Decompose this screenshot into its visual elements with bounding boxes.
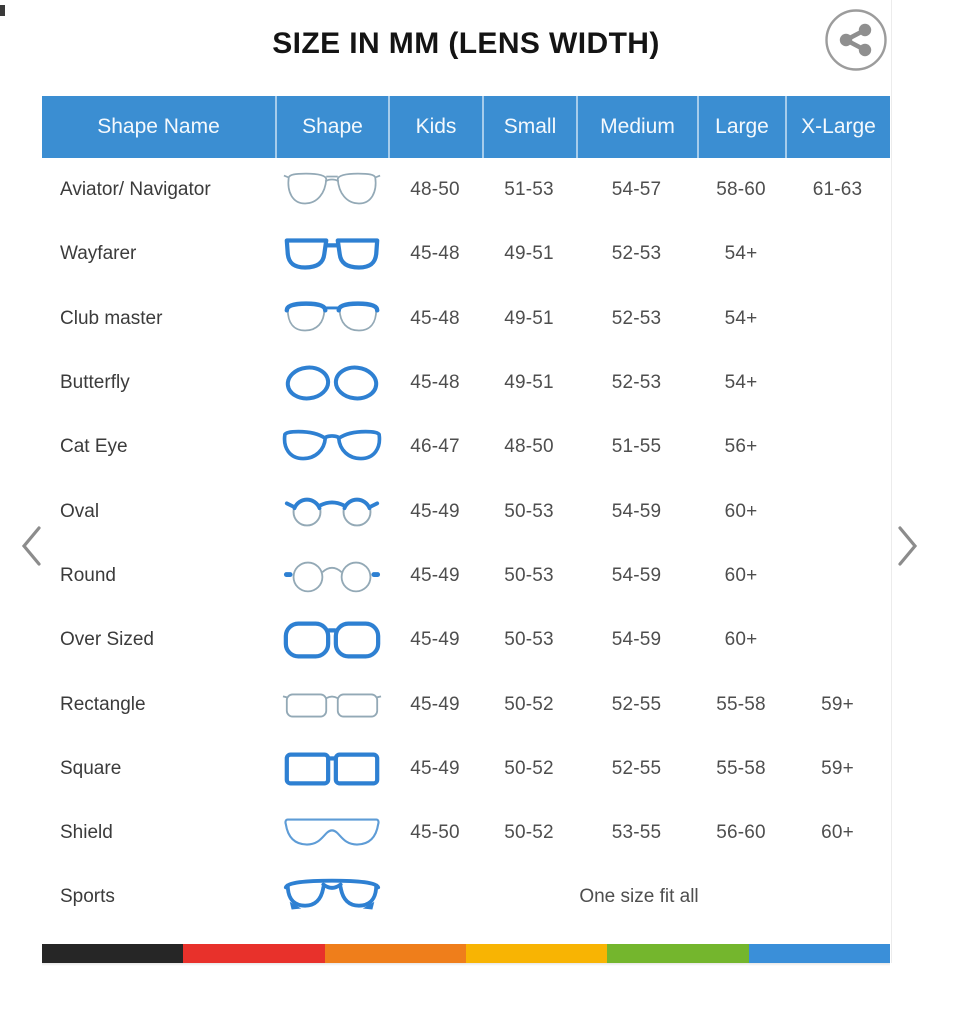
size-value: 58-60 [716,179,766,201]
clubmaster-glasses-icon [275,297,388,341]
stripe-segment [607,944,748,963]
size-value: 45-48 [410,243,460,265]
size-value: 46-47 [410,436,460,458]
oval-glasses-icon [275,490,388,534]
table-row [42,287,890,351]
size-value: 60+ [724,500,758,522]
size-value: 54-59 [611,629,662,651]
rectangle-glasses-icon [275,683,388,727]
size-value: 45-49 [410,757,460,779]
table-row [42,801,890,865]
column-header-shape: Shape [275,96,388,158]
chevron-right-icon [895,524,921,568]
size-value: 54-57 [611,179,662,201]
table-row [42,415,890,479]
shape-name-label: Over Sized [60,629,154,651]
column-header-small: Small [482,96,576,158]
column-header-kids: Kids [388,96,482,158]
size-value: 55-58 [716,757,766,779]
shape-name-label: Sports [60,886,115,908]
size-value: 53-55 [611,822,662,844]
shield-glasses-icon [275,811,388,855]
table-row [42,608,890,672]
shape-name-label: Wayfarer [60,243,137,265]
size-value: 52-53 [611,307,662,329]
stripe-segment [749,944,890,963]
size-value: 48-50 [504,436,554,458]
butterfly-glasses-icon [275,361,388,405]
oversized-glasses-icon [275,618,388,662]
size-value: 59+ [821,757,854,779]
shape-name-label: Rectangle [60,693,146,715]
size-value: 45-49 [410,564,460,586]
size-value: 45-49 [410,629,460,651]
size-value: 61-63 [812,179,863,201]
size-value: 56+ [724,436,758,458]
footer-stripe-shadow [42,963,890,966]
size-value: 60+ [821,822,854,844]
size-value: 50-53 [504,500,554,522]
carousel-next-button[interactable] [895,524,921,568]
size-value: 55-58 [716,693,766,715]
size-value: 52-55 [611,757,662,779]
stripe-segment [42,944,183,963]
size-value: 52-53 [611,372,662,394]
size-value: 59+ [821,693,854,715]
column-header-large: Large [697,96,785,158]
share-button[interactable] [823,7,889,73]
square-glasses-icon [275,747,388,791]
size-value: 54-59 [611,564,662,586]
size-value: 48-50 [410,179,460,201]
one-size-label: One size fit all [579,886,699,908]
chevron-left-icon [18,524,44,568]
size-value: 60+ [724,629,758,651]
size-value: 51-55 [611,436,662,458]
shape-name-label: Cat Eye [60,436,128,458]
stripe-segment [183,944,324,963]
table-row [42,865,890,929]
round-glasses-icon [275,554,388,598]
size-value: 45-50 [410,822,460,844]
column-header-shape-name: Shape Name [97,115,220,138]
table-body [42,158,890,930]
shape-name-label: Oval [60,500,100,522]
size-value: 50-53 [504,564,554,586]
stripe-segment [466,944,607,963]
size-value: 54+ [724,243,758,265]
size-table [42,96,890,930]
table-row [42,222,890,286]
size-value: 49-51 [504,243,554,265]
table-row [42,737,890,801]
aviator-glasses-icon [275,168,388,212]
size-value: 54+ [724,372,758,394]
stripe-segment [325,944,466,963]
shape-name-label: Club master [60,307,163,329]
size-value: 60+ [724,564,758,586]
table-row [42,351,890,415]
card-right-edge [891,0,892,963]
size-value: 54-59 [611,500,662,522]
size-value: 50-53 [504,629,554,651]
wayfarer-glasses-icon [275,232,388,276]
cateye-glasses-icon [275,425,388,469]
shape-name-label: Shield [60,822,113,844]
size-value: 50-52 [504,822,554,844]
table-row [42,672,890,736]
size-value: 45-49 [410,693,460,715]
size-value: 50-52 [504,693,554,715]
size-value: 52-55 [611,693,662,715]
size-value: 56-60 [716,822,766,844]
size-value: 52-53 [611,243,662,265]
sports-glasses-icon [275,875,388,919]
size-value: 50-52 [504,757,554,779]
carousel-prev-button[interactable] [18,524,44,568]
shape-name-label: Square [60,757,122,779]
size-value: 54+ [724,307,758,329]
size-value: 45-48 [410,372,460,394]
share-icon [823,7,889,73]
size-value: 49-51 [504,372,554,394]
size-value: 51-53 [504,179,554,201]
column-header-medium: Medium [576,96,697,158]
table-row [42,479,890,543]
table-header-row [42,96,890,158]
corner-artifact [0,5,5,16]
shape-name-label: Aviator/ Navigator [60,179,211,201]
footer-color-stripe [42,944,890,963]
size-value: 45-48 [410,307,460,329]
size-value: 49-51 [504,307,554,329]
size-value: 45-49 [410,500,460,522]
page-title: SIZE IN MM (LENS WIDTH) [272,27,660,60]
shape-name-label: Round [60,564,116,586]
table-row [42,544,890,608]
shape-name-label: Butterfly [60,372,130,394]
column-header-x-large: X-Large [785,96,890,158]
table-row [42,158,890,222]
